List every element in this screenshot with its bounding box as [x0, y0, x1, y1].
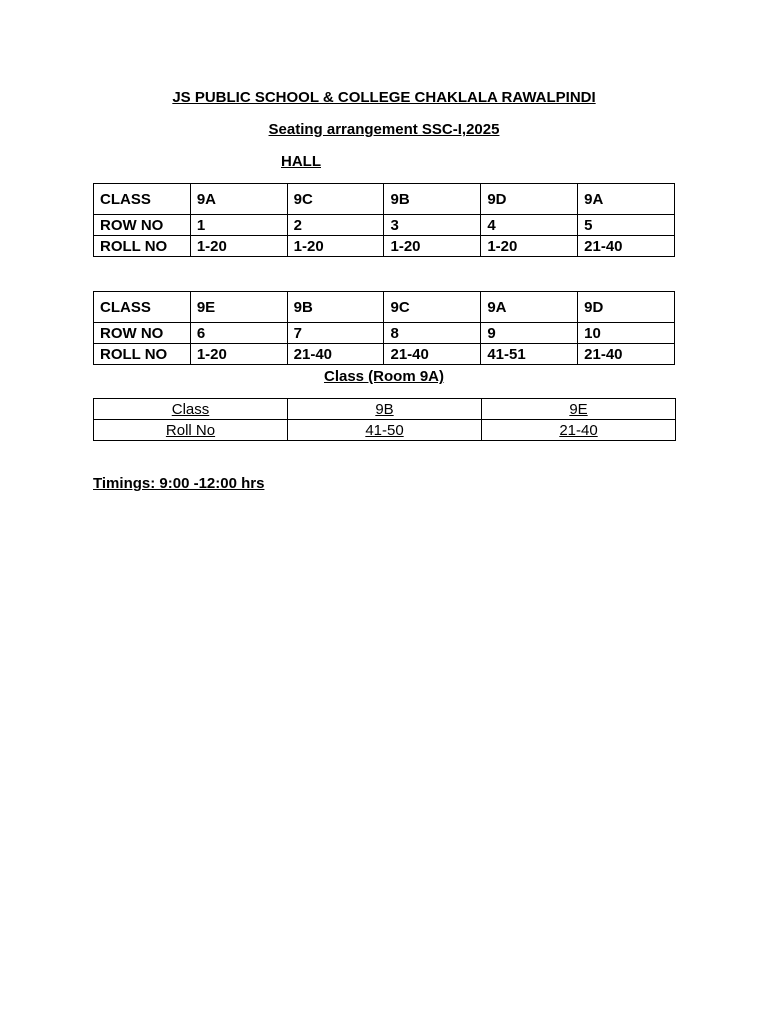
table-cell: 1-20 [190, 236, 287, 257]
table-cell: 21-40 [482, 420, 676, 441]
row-label: Roll No [94, 420, 288, 441]
hall-label: HALL [281, 153, 321, 170]
table-cell: 21-40 [384, 344, 481, 365]
table-row [94, 344, 675, 365]
exam-timings: Timings: 9:00 -12:00 hrs [93, 475, 265, 492]
table-row [94, 292, 675, 323]
table-cell: 9C [384, 292, 481, 323]
table-row [94, 184, 675, 215]
document-subtitle: Seating arrangement SSC-I,2025 [268, 121, 500, 138]
table-cell: 41-50 [288, 420, 482, 441]
table-cell: 9B [384, 184, 481, 215]
table-cell: 41-51 [481, 344, 578, 365]
table-cell: 1-20 [384, 236, 481, 257]
table-row [94, 399, 676, 420]
table-cell: 21-40 [578, 344, 675, 365]
table-cell: 9D [481, 184, 578, 215]
row-label: CLASS [94, 184, 191, 215]
table-cell: 9A [190, 184, 287, 215]
table-cell: 1 [190, 215, 287, 236]
table-cell: 10 [578, 323, 675, 344]
table-cell: 8 [384, 323, 481, 344]
table-cell: 21-40 [578, 236, 675, 257]
school-title: JS PUBLIC SCHOOL & COLLEGE CHAKLALA RAWALPINDI [172, 89, 596, 106]
table-cell: 9 [481, 323, 578, 344]
hall-seating-table-1 [93, 183, 675, 257]
room-seating-table [93, 398, 676, 441]
table-cell: 9B [287, 292, 384, 323]
row-label: CLASS [94, 292, 191, 323]
row-label: ROW NO [94, 215, 191, 236]
table-cell: 6 [190, 323, 287, 344]
table-cell: 4 [481, 215, 578, 236]
hall-seating-table-2 [93, 291, 675, 365]
row-label: ROW NO [94, 323, 191, 344]
table-row [94, 236, 675, 257]
table-row [94, 215, 675, 236]
table-cell: 21-40 [287, 344, 384, 365]
table-cell: 9A [578, 184, 675, 215]
table-cell: 3 [384, 215, 481, 236]
row-label: ROLL NO [94, 344, 191, 365]
table-cell: 9E [482, 399, 676, 420]
table-cell: 9E [190, 292, 287, 323]
table-cell: 1-20 [190, 344, 287, 365]
table-row [94, 323, 675, 344]
table-cell: 9B [288, 399, 482, 420]
table-cell: 2 [287, 215, 384, 236]
room-label: Class (Room 9A) [323, 368, 445, 385]
table-cell: 1-20 [287, 236, 384, 257]
table-cell: 9A [481, 292, 578, 323]
table-cell: 1-20 [481, 236, 578, 257]
table-row [94, 420, 676, 441]
table-cell: 9C [287, 184, 384, 215]
table-cell: 7 [287, 323, 384, 344]
table-cell: 5 [578, 215, 675, 236]
table-cell: 9D [578, 292, 675, 323]
row-label: Class [94, 399, 288, 420]
row-label: ROLL NO [94, 236, 191, 257]
